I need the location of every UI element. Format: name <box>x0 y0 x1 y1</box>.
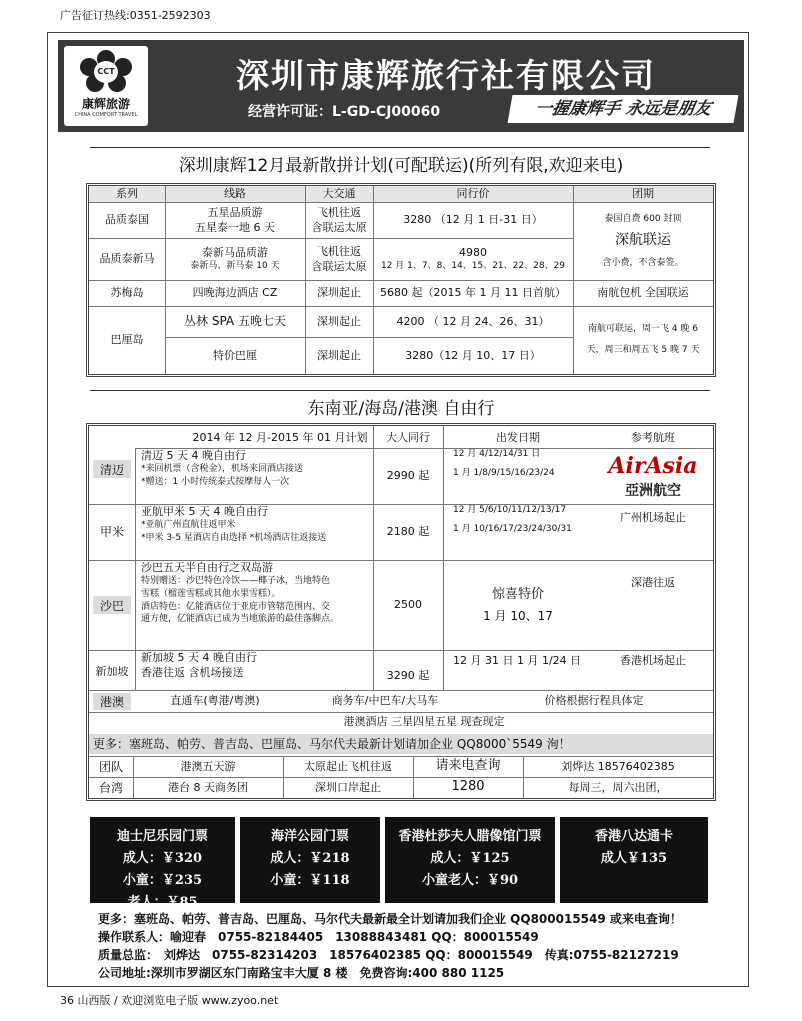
route-cell: 四晚海边酒店 CZ <box>192 286 278 300</box>
hkmo-hotel: 港澳酒店 三星四星五星 现查现定 <box>343 715 505 729</box>
hkmo-label: 港澳 <box>93 693 131 710</box>
package-desc: 新加坡 5 天 4 晚自由行 香港往返 含机场接送 <box>141 651 257 680</box>
package-desc: 亚航甲米 5 天 4 晚自由行 *亚航广州直航往返甲米 *甲米 3-5 星酒店自由选择 *机场酒店往返接送 <box>141 505 327 543</box>
dates-cell: 惊喜特价 1 月 10、17 <box>483 586 553 623</box>
ad-hotline: 广告征订热线:0351-2592303 <box>60 9 211 22</box>
col-header: 系列 <box>116 187 138 201</box>
route-cell: 泰新马品质游 泰新马、新马泰 10 天 <box>190 246 280 272</box>
group-cell: 请来电查询 <box>435 758 501 774</box>
series-cell: 品质泰新马 <box>99 252 155 266</box>
price-cell: 4980 12 月 1、7、8、14、15、21、22、28、29 <box>380 246 566 272</box>
price-cell: 3290 起 <box>386 669 430 683</box>
series-cell: 品质泰国 <box>105 213 149 227</box>
package-desc: 沙巴五天半自由行之双岛游 特别赠送：沙巴特色冷饮——椰子冰，当地特色 雪糕（榴莲雪糕或其他水果雪糕）。 酒店特色：亿能酒店位于亚庇市管辖范围内、交 通方便，亿能酒店已成为当地旅游的最佳落脚点。 <box>141 561 340 625</box>
taiwan-cell: 1280 <box>451 779 485 795</box>
logo-mark: CCT <box>94 61 118 83</box>
dates-cell: 12 月 4/12/14/31 日 1 月 1/8/9/15/16/23/24 <box>453 449 555 478</box>
group-label: 团队 <box>98 760 123 774</box>
dates-cell: 南航包机 全国联运 <box>597 286 689 300</box>
group-cell: 港澳五天游 <box>180 759 236 773</box>
transport-cell: 深圳起止 <box>317 286 361 300</box>
col-header: 团期 <box>632 187 654 201</box>
flight-cell: 深港往返 <box>631 576 675 590</box>
ticket-box: 香港杜莎夫人腊像馆门票 成人：￥125 小童老人：￥90 <box>385 817 555 903</box>
transport-cell: 飞机往返 含联运太原 <box>311 244 367 273</box>
col-header: 大人同行 <box>386 431 430 445</box>
company-logo <box>64 46 148 126</box>
slogan: 一握康辉手 永远是朋友 <box>508 95 739 123</box>
section1-title: 深圳康辉12月最新散拼计划(可配联运)(所列有限,欢迎来电) <box>178 156 624 176</box>
price-cell: 2500 <box>394 598 422 612</box>
city-label: 甲米 <box>99 524 124 539</box>
group-cell: 太原起止飞机往返 <box>304 759 392 773</box>
transport-cell: 飞机往返 含联运太原 <box>311 205 367 234</box>
price-cell: 5680 起（2015 年 1 月 11 日首航） <box>380 286 566 300</box>
price-cell: 2180 起 <box>386 525 430 539</box>
ticket-box: 海洋公园门票 成人：￥218 小童：￥118 <box>240 817 380 903</box>
flight-cell: 广州机场起止 <box>620 511 686 525</box>
ticket-box: 香港八达通卡 成人￥135 <box>560 817 708 903</box>
package-desc: 清迈 5 天 4 晚自由行 *来回机票（含税金），机场来回酒店接送 *赠送：1 小时传统泰式按摩每人一次 <box>141 449 304 487</box>
col-header: 2014 年 12 月-2015 年 01 月计划 <box>192 431 368 445</box>
col-header: 出发日期 <box>496 431 540 445</box>
transport-cell: 深圳起止 <box>317 314 361 328</box>
col-header: 大交通 <box>322 187 356 201</box>
logo-english: CHINA COMFORT TRAVEL <box>74 112 138 118</box>
price-cell: 3280 （12 月 1 日-31 日） <box>403 213 543 227</box>
flight-cell: 香港机场起止 <box>620 654 686 668</box>
logo-text: 康辉旅游 <box>81 97 130 111</box>
dates-cell: 12 月 5/6/10/11/12/13/17 1 月 10/16/17/23/24/30/31 <box>453 505 572 534</box>
more-info: 更多：塞班岛、帕劳、普吉岛、巴厘岛、马尔代夫最新计划请加企业 QQ8000`5549 洵！ <box>89 734 713 754</box>
route-cell: 丛林 SPA 五晚七天 <box>184 314 286 329</box>
footer-line: 公司地址:深圳市罗湖区东门南路宝丰大厦 8 楼 免费咨询:400 880 1125 <box>98 966 505 980</box>
footer-line: 操作联系人：喻迎春 0755-82184405 13088843481 QQ：800015549 <box>98 930 539 944</box>
airasia-logo: AirAsia 亞洲航空 <box>608 452 698 499</box>
hkmo-option: 价格根据行程具体定 <box>544 694 644 708</box>
divider <box>90 390 710 391</box>
company-name: 深圳市康辉旅行社有限公司 <box>236 56 656 95</box>
price-cell: 2990 起 <box>386 469 430 483</box>
col-header: 参考航班 <box>631 431 675 445</box>
section2-title: 东南亚/海岛/港澳 自由行 <box>307 399 495 419</box>
series-cell: 苏梅岛 <box>110 286 144 300</box>
page-footer: 36 山西版 / 欢迎浏览电子版 www.zyoo.net <box>60 994 279 1007</box>
city-label: 沙巴 <box>93 596 131 614</box>
footer-line: 质量总监： 刘烨达 0755-82314203 18576402385 QQ：800015549 传真:0755-82127219 <box>98 948 679 962</box>
divider <box>90 147 710 148</box>
dates-cell: 泰国自费 600 封顶 深航联运 含小费，不含泰签。 <box>602 213 684 268</box>
footer-line: 更多：塞班岛、帕劳、普吉岛、巴厘岛、马尔代夫最新最全计划请加我们企业 QQ800015549 或来电查询！ <box>98 912 682 926</box>
free-travel-table <box>86 423 716 801</box>
transport-cell: 深圳起止 <box>317 348 361 362</box>
hkmo-option: 商务车/中巴车/大马车 <box>331 694 439 708</box>
city-label: 新加坡 <box>95 665 129 678</box>
series-cell: 巴厘岛 <box>110 333 144 347</box>
taiwan-cell: 深圳口岸起止 <box>315 780 381 794</box>
logo-flower-icon <box>80 50 132 94</box>
taiwan-label: 台湾 <box>98 781 123 795</box>
price-cell: 4200 （ 12 月 24、26、31） <box>396 314 550 328</box>
license-number: 经营许可证：L-GD-CJ00060 <box>248 104 441 120</box>
city-label: 清迈 <box>93 460 131 478</box>
dates-cell: 12 月 31 日 1 月 1/24 日 <box>453 654 582 668</box>
route-cell: 特价巴厘 <box>213 348 257 362</box>
ticket-box: 迪士尼乐园门票 成人：￥320 小童：￥235 老人：￥85 <box>90 817 235 903</box>
hkmo-option: 直通车(粤港/粤澳) <box>170 694 260 708</box>
group-contact: 刘烨达 18576402385 <box>561 759 675 773</box>
price-cell: 3280（12 月 10、17 日） <box>405 348 541 362</box>
col-header: 线路 <box>224 187 246 201</box>
taiwan-cell: 港台 8 天商务团 <box>168 780 248 794</box>
taiwan-cell: 每周三，周六出团， <box>568 780 668 794</box>
route-cell: 五星品质游 五星泰一地 6 天 <box>195 205 275 234</box>
dates-cell: 南航可联运，周一飞 4 晚 6 天，周三和周五飞 5 晚 7 天 <box>586 324 700 355</box>
group-tour-table <box>86 183 716 377</box>
col-header: 同行价 <box>456 187 490 201</box>
